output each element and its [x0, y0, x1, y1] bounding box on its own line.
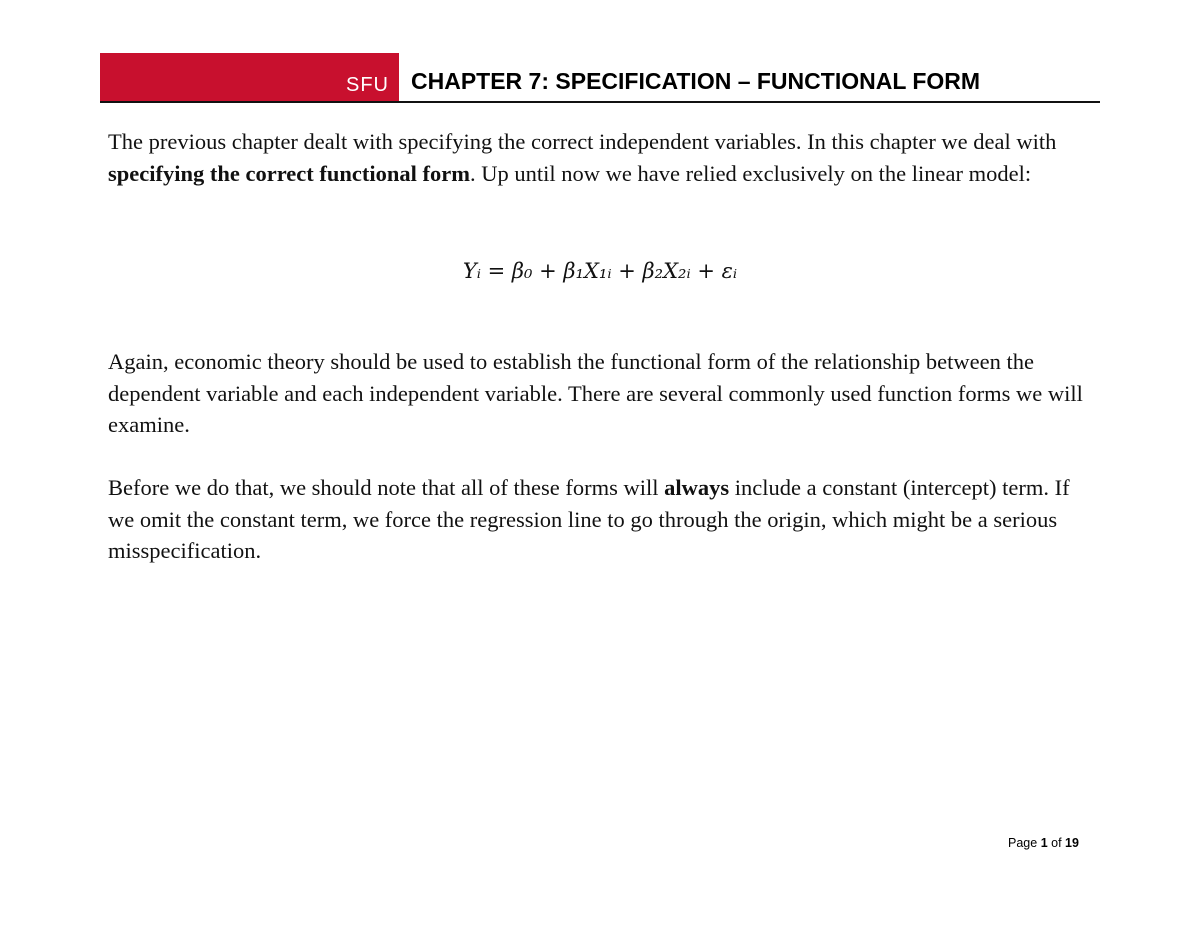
constant-text-start: Before we do that, we should note that all of these forms will [108, 475, 665, 500]
document-body [108, 126, 1098, 189]
document-body-continued [108, 346, 1098, 567]
constant-text-end: include a constant (intercept) term. If we omit the constant term, we force the regression line to go through the origin, which might be a serious misspecification. [108, 475, 1070, 563]
paragraph-intro [108, 126, 1098, 189]
paragraph-theory: Again, economic theory should be used to establish the functional form of the relationship between the dependent variable and each independent variable. There are several commonly used function forms we will examine. [108, 349, 1083, 437]
constant-emphasis: always [664, 475, 730, 500]
intro-emphasis: specifying the correct functional form [108, 160, 470, 186]
page-header [100, 53, 1100, 105]
sfu-logo [100, 53, 399, 103]
page-number [1008, 836, 1079, 850]
page-of: of [1051, 836, 1062, 850]
logo-text: SFU [346, 74, 389, 96]
chapter-title: CHAPTER 7: SPECIFICATION – FUNCTIONAL FORM [411, 68, 981, 94]
page-label: Page [1008, 836, 1038, 850]
intro-text-end: . Up until now we have relied exclusively on the linear model: [470, 160, 1032, 186]
linear-model-equation: Yᵢ = β₀ + β₁X₁ᵢ + β₂X₂ᵢ + εᵢ [462, 259, 738, 283]
page-current: 1 [1040, 836, 1048, 850]
paragraph-constant [108, 472, 1098, 567]
page-total: 19 [1065, 836, 1079, 850]
header-divider [100, 101, 1100, 103]
intro-text-start: The previous chapter dealt with specifying the correct independent variables. In this chapter we deal with [108, 129, 1057, 154]
